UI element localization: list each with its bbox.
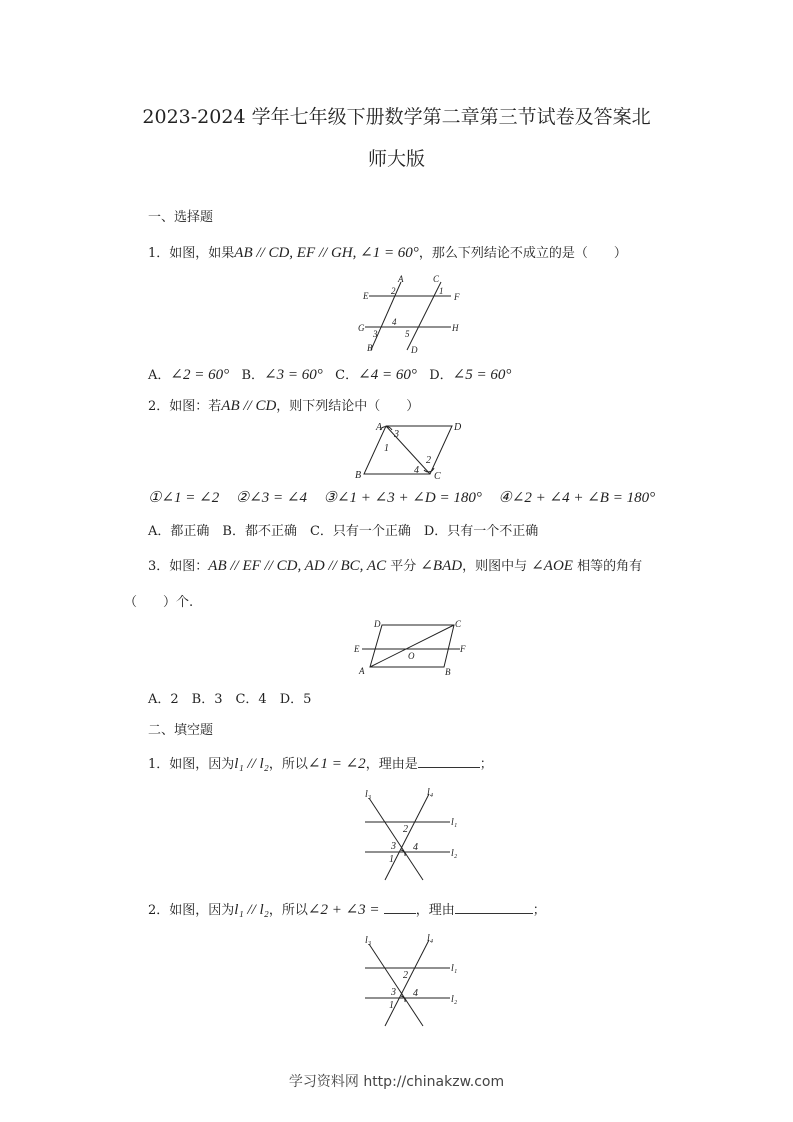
f1-number: 1． — [148, 757, 170, 772]
q3-line-2: （ ）个. — [124, 595, 194, 610]
f1-label-l2: l₂ — [451, 848, 458, 859]
q3-label-C: C — [455, 619, 462, 629]
f1-label-3: 3 — [391, 841, 396, 852]
q2-suffix: ，则下列结论中（ ） — [276, 399, 420, 414]
q1-label-2: 2 — [391, 286, 396, 296]
f2-mid2: ，理由 — [415, 903, 455, 918]
q1-option-d-letter: D． — [429, 368, 453, 383]
q1-label-E: E — [363, 291, 369, 301]
q1-options — [148, 364, 511, 384]
q1-option-b-letter: B． — [241, 368, 265, 383]
q2-figure — [350, 418, 470, 482]
q1-label-D: D — [411, 345, 418, 355]
q1-label-G: G — [358, 323, 365, 333]
q3-label-A: A — [359, 666, 365, 676]
q3-angle-aoe: ∠AOE — [531, 558, 573, 574]
fill-question-1 — [148, 753, 493, 773]
q3-mid2: ，则图中与 — [462, 559, 532, 574]
q2-label-2: 2 — [426, 455, 431, 466]
q1-option-b: ∠3 = 60° — [264, 367, 323, 383]
q1-option-c-letter: C． — [335, 368, 359, 383]
title-line-1: 2023-2024 学年七年级下册数学第二章第三节试卷及答案北 — [142, 106, 651, 128]
q1-label-H: H — [452, 323, 459, 333]
q3-label-B: B — [445, 667, 451, 677]
q2-statement-3: ③∠1 + ∠3 + ∠D = 180° — [323, 490, 482, 506]
f2-condition: l₁ // l₂ — [234, 902, 269, 918]
f2-mid: ，所以 — [268, 903, 308, 918]
f2-label-l3: l₃ — [365, 935, 372, 946]
q3-label-D: D — [374, 619, 381, 629]
q3-condition: AB // EF // CD, AD // BC, AC — [208, 558, 387, 574]
f1-label-2: 2 — [403, 824, 408, 835]
q1-prefix: 如图，如果 — [169, 246, 235, 261]
q2-condition: AB // CD — [221, 398, 277, 414]
f1-suffix: ，理由是 — [365, 757, 418, 772]
f2-label-4: 4 — [413, 988, 418, 999]
q2-statement-2: ②∠3 = ∠4 — [235, 490, 307, 506]
q3-angle-bad: ∠BAD — [420, 558, 463, 574]
q2-statement-4: ④∠2 + ∠4 + ∠B = 180° — [498, 490, 656, 506]
f2-end: ； — [532, 903, 546, 918]
f2-label-l4: l₄ — [427, 933, 434, 944]
q1-label-C: C — [433, 274, 440, 284]
q3-options: A．2 B．3 C．4 D．5 — [148, 692, 312, 707]
question-1 — [148, 242, 627, 262]
q1-label-B: B — [367, 343, 373, 353]
f1-label-l3: l₃ — [365, 789, 372, 800]
f2-angles: ∠2 + ∠3 = — [307, 902, 380, 918]
f1-label-l1: l₁ — [451, 817, 458, 828]
q2-number: 2． — [148, 399, 170, 414]
f2-answer-blank[interactable] — [384, 901, 416, 914]
f2-prefix: 如图，因为 — [169, 903, 235, 918]
q2-label-4: 4 — [414, 465, 419, 476]
f1-angles: ∠1 = ∠2 — [307, 756, 366, 772]
footer-watermark: 学习资料网 http://chinakzw.com — [288, 1074, 505, 1090]
q1-label-1: 1 — [439, 286, 444, 296]
q1-suffix: ，那么下列结论不成立的是（ ） — [418, 246, 627, 261]
f1-label-1: 1 — [389, 854, 394, 865]
q2-prefix: 如图：若 — [169, 399, 222, 414]
f2-label-l1: l₁ — [451, 963, 458, 974]
q3-mid: 平分 — [386, 559, 421, 574]
q3-label-O: O — [408, 651, 415, 661]
f1-condition: l₁ // l₂ — [234, 756, 269, 772]
q3-prefix: 如图： — [169, 559, 209, 574]
q1-label-3: 3 — [373, 329, 378, 339]
q1-label-A: A — [398, 274, 404, 284]
q1-figure — [355, 270, 475, 356]
f1-prefix: 如图，因为 — [169, 757, 235, 772]
q1-option-a: ∠2 = 60° — [170, 367, 230, 383]
q2-label-D: D — [454, 422, 462, 433]
q2-label-C: C — [434, 471, 441, 482]
q3-label-E: E — [354, 644, 360, 654]
q1-option-a-letter: A． — [148, 368, 171, 383]
section-heading-fill: 二、填空题 — [148, 723, 214, 738]
q2-label-3: 3 — [394, 429, 399, 440]
f2-number: 2． — [148, 903, 170, 918]
q1-label-5: 5 — [405, 329, 410, 339]
f1-answer-blank[interactable] — [418, 755, 480, 768]
q3-label-F: F — [460, 644, 466, 654]
f2-label-2: 2 — [403, 970, 408, 981]
fill-question-2 — [148, 899, 546, 919]
q2-options: A．都正确 B．都不正确 C．只有一个正确 D．只有一个不正确 — [148, 524, 539, 539]
q2-statement-1: ①∠1 = ∠2 — [148, 490, 220, 506]
f1-figure — [355, 784, 470, 882]
q2-label-B: B — [355, 470, 362, 481]
q3-number: 3． — [148, 559, 170, 574]
f2-label-l2: l₂ — [451, 994, 458, 1005]
q1-label-4: 4 — [392, 317, 397, 327]
f2-label-1: 1 — [389, 1000, 394, 1011]
f1-label-l4: l₄ — [427, 787, 434, 798]
f2-label-3: 3 — [391, 987, 396, 998]
f2-reason-blank[interactable] — [455, 901, 533, 914]
question-3 — [148, 555, 642, 575]
section-heading-choice: 一、选择题 — [148, 210, 214, 225]
q2-statements — [148, 488, 655, 507]
q2-label-1: 1 — [384, 443, 389, 454]
question-2 — [148, 395, 419, 415]
q1-option-d: ∠5 = 60° — [452, 367, 512, 383]
q2-label-A: A — [376, 422, 383, 433]
q1-condition: AB // CD, EF // GH, ∠1 = 60° — [234, 245, 419, 261]
q1-label-F: F — [454, 292, 460, 302]
f1-end: ； — [479, 757, 493, 772]
q3-suffix: 相等的角有 — [572, 559, 643, 574]
title-line-2: 师大版 — [367, 148, 425, 170]
q1-option-c: ∠4 = 60° — [358, 367, 417, 383]
f1-mid: ，所以 — [268, 757, 308, 772]
q1-number: 1． — [148, 246, 170, 261]
f2-figure — [355, 930, 470, 1028]
document-title — [100, 96, 693, 180]
q3-figure — [350, 615, 475, 679]
f1-label-4: 4 — [413, 842, 418, 853]
